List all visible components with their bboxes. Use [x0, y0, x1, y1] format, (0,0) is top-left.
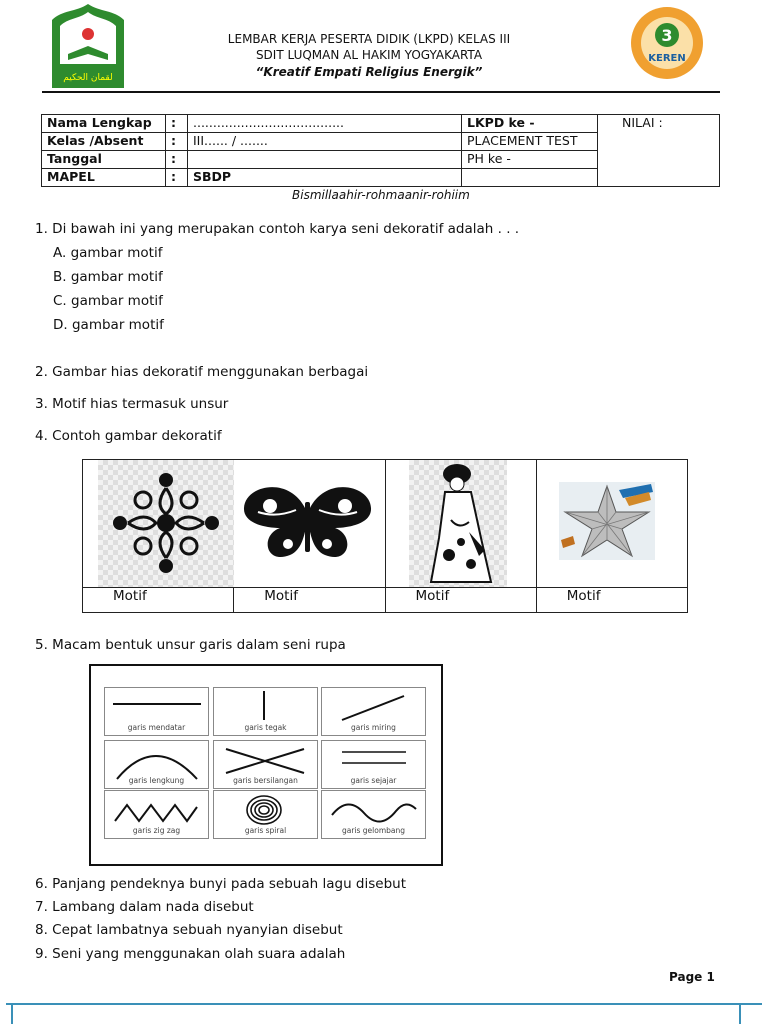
- header-motto: “Kreatif Empati Religius Energik”: [255, 65, 483, 79]
- line-cell-tegak: garis tegak: [213, 687, 318, 736]
- kelas-field[interactable]: III...... / .......: [188, 133, 462, 151]
- ph-label: PH ke -: [462, 151, 598, 169]
- question-8: 8. Cepat lambatnya sebuah nyanyian disebut: [35, 922, 343, 938]
- svg-text:لقمان الحكيم: لقمان الحكيم: [63, 73, 113, 83]
- nilai-label: NILAI :: [598, 115, 720, 187]
- mapel-label: MAPEL: [42, 169, 166, 187]
- basmalah: Bismillaahir-rohmaanir-rohiim: [292, 188, 470, 202]
- line-cell-miring: garis miring: [321, 687, 426, 736]
- question-6: 6. Panjang pendeknya bunyi pada sebuah lagu disebut: [35, 876, 406, 892]
- line-cell-mendatar: garis mendatar: [104, 687, 209, 736]
- motif-image-star: [536, 460, 687, 588]
- keren-word: KEREN: [648, 53, 686, 64]
- page-number: Page 1: [669, 970, 715, 984]
- line-types-figure: [89, 664, 443, 866]
- line-cell-lengkung: garis lengkung: [104, 740, 209, 789]
- question-4: 4. Contoh gambar dekoratif: [35, 428, 222, 444]
- line-cell-spiral: garis spiral: [213, 790, 318, 839]
- tanggal-label: Tanggal: [42, 151, 166, 169]
- header-divider: [42, 91, 720, 93]
- footer-tick-left: [11, 1003, 13, 1024]
- student-info-table: Nama Lengkap : ...................................... LKPD ke - NILAI : Kelas /Absent : III...... / ....... PLACEMENT TEST Tanggal : PH ke - MAPEL : SBDP: [41, 114, 720, 187]
- question-3: 3. Motif hias termasuk unsur: [35, 396, 229, 412]
- line-cell-sejajar: garis sejajar: [321, 740, 426, 789]
- question-1: 1. Di bawah ini yang merupakan contoh karya seni dekoratif adalah . . .: [35, 221, 520, 237]
- motif-image-geisha: [385, 460, 536, 588]
- tanggal-field[interactable]: [188, 151, 462, 169]
- footer-tick-right: [739, 1003, 741, 1024]
- line-cell-bersilangan: garis bersilangan: [213, 740, 318, 789]
- motif-label-1: Motif: [83, 588, 234, 613]
- lkpd-label: LKPD ke -: [462, 115, 598, 133]
- placement-test: PLACEMENT TEST: [462, 133, 598, 151]
- question-9: 9. Seni yang menggunakan olah suara adalah: [35, 946, 346, 962]
- question-5: 5. Macam bentuk unsur garis dalam seni rupa: [35, 637, 346, 653]
- motif-label-2: Motif: [234, 588, 385, 613]
- footer-rule: [6, 1003, 762, 1005]
- nama-label: Nama Lengkap: [42, 115, 166, 133]
- kelas-label: Kelas /Absent: [42, 133, 166, 151]
- q1-option-c[interactable]: C. gambar motif: [53, 293, 163, 309]
- nama-field[interactable]: ......................................: [188, 115, 462, 133]
- question-7: 7. Lambang dalam nada disebut: [35, 899, 254, 915]
- header-line1: LEMBAR KERJA PESERTA DIDIK (LKPD) KELAS III: [227, 32, 511, 46]
- line-cell-gelombang: garis gelombang: [321, 790, 426, 839]
- question-2: 2. Gambar hias dekoratif menggunakan berbagai: [35, 364, 369, 380]
- header-line2: SDIT LUQMAN AL HAKIM YOGYAKARTA: [255, 48, 483, 62]
- q1-option-b[interactable]: B. gambar motif: [53, 269, 163, 285]
- q1-option-a[interactable]: A. gambar motif: [53, 245, 163, 261]
- motif-image-butterfly: [234, 460, 385, 588]
- motif-table: [82, 459, 688, 613]
- motif-image-floral: [83, 460, 234, 588]
- line-cell-zigzag: garis zig zag: [104, 790, 209, 839]
- mapel-value: SBDP: [188, 169, 462, 187]
- motif-label-4: Motif: [536, 588, 687, 613]
- keren-number: 3: [661, 26, 673, 45]
- q1-option-d[interactable]: D. gambar motif: [53, 317, 164, 333]
- motif-label-3: Motif: [385, 588, 536, 613]
